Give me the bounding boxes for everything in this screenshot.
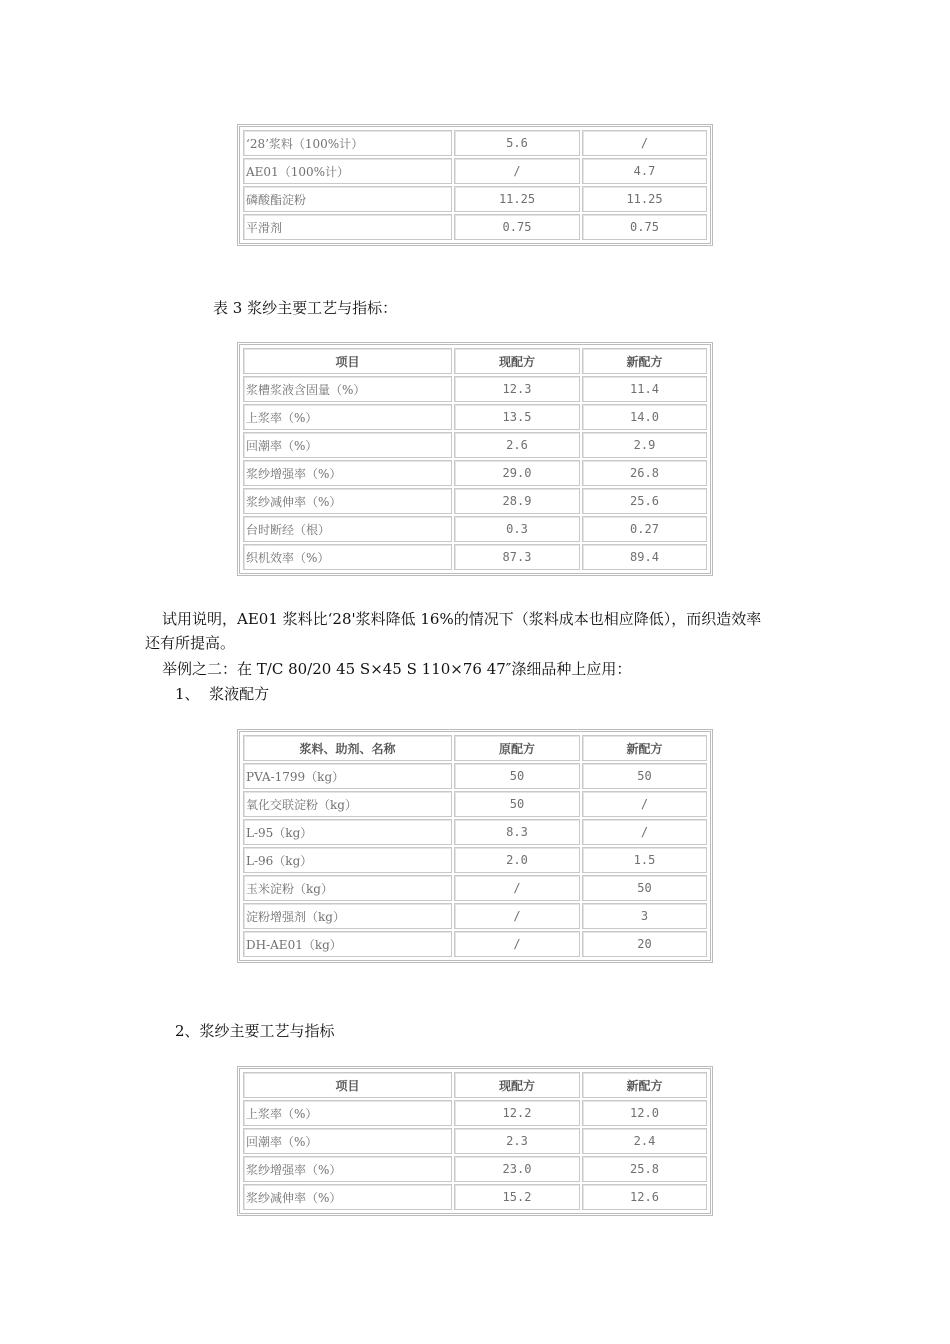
row-label-cell: 磷酸酯淀粉 xyxy=(243,186,452,212)
row-label-cell: 浆纱增强率（%） xyxy=(243,460,452,486)
value-cell: 4.7 xyxy=(582,158,707,184)
table-row xyxy=(243,1184,707,1210)
process-index-table-2 xyxy=(237,1066,713,1216)
table-row xyxy=(243,903,707,929)
row-label-cell: AE01（100%计） xyxy=(243,158,452,184)
row-label-cell: 浆槽浆液含固量（%） xyxy=(243,376,452,402)
value-cell: 26.8 xyxy=(582,460,707,486)
table-row xyxy=(243,460,707,486)
row-label-cell: 玉米淀粉（kg） xyxy=(243,875,452,901)
row-label-cell: 氧化交联淀粉（kg） xyxy=(243,791,452,817)
table-row xyxy=(243,1100,707,1126)
value-cell: 12.6 xyxy=(582,1184,707,1210)
row-label-cell: 浆纱增强率（%） xyxy=(243,1156,452,1182)
row-label-cell: 平滑剂 xyxy=(243,214,452,240)
value-cell: 23.0 xyxy=(454,1156,580,1182)
table-row xyxy=(243,432,707,458)
table-3-caption: 表 3 浆纱主要工艺与指标： xyxy=(213,299,398,317)
table-row xyxy=(243,763,707,789)
table-row xyxy=(243,158,707,184)
value-cell: 2.0 xyxy=(454,847,580,873)
table-row xyxy=(243,186,707,212)
row-label-cell: DH-AE01（kg） xyxy=(243,931,452,957)
value-cell: 0.75 xyxy=(582,214,707,240)
header-new-formula: 新配方 xyxy=(582,348,707,374)
value-cell: 1.5 xyxy=(582,847,707,873)
value-cell: 25.6 xyxy=(582,488,707,514)
section-process-index: 2、浆纱主要工艺与指标 xyxy=(175,1022,335,1040)
slurry-formula-table-body xyxy=(243,763,707,957)
formula-table-1-body xyxy=(243,130,707,240)
value-cell: 50 xyxy=(454,763,580,789)
value-cell: 15.2 xyxy=(454,1184,580,1210)
process-index-table-1-grid xyxy=(241,346,709,572)
value-cell: 0.3 xyxy=(454,516,580,542)
value-cell: 12.2 xyxy=(454,1100,580,1126)
process-index-table-2-grid xyxy=(241,1070,709,1212)
table-header-row xyxy=(243,1072,707,1098)
table-row xyxy=(243,130,707,156)
row-label-cell: 浆纱减伸率（%） xyxy=(243,488,452,514)
header-current-formula: 现配方 xyxy=(454,348,580,374)
value-cell: 50 xyxy=(582,875,707,901)
header-new-formula: 新配方 xyxy=(582,735,707,761)
value-cell: 28.9 xyxy=(454,488,580,514)
table-row xyxy=(243,214,707,240)
header-material-name: 浆料、助剂、名称 xyxy=(243,735,452,761)
table-row xyxy=(243,544,707,570)
value-cell: 2.6 xyxy=(454,432,580,458)
value-cell: 25.8 xyxy=(582,1156,707,1182)
table-row xyxy=(243,488,707,514)
formula-table-1 xyxy=(237,124,713,246)
header-original-formula: 原配方 xyxy=(454,735,580,761)
row-label-cell: 回潮率（%） xyxy=(243,1128,452,1154)
value-cell: 50 xyxy=(582,763,707,789)
row-label-cell: L-96（kg） xyxy=(243,847,452,873)
process-index-table-1 xyxy=(237,342,713,576)
table-row xyxy=(243,1156,707,1182)
value-cell: / xyxy=(582,130,707,156)
row-label-cell: 上浆率（%） xyxy=(243,404,452,430)
table-row xyxy=(243,516,707,542)
slurry-formula-table xyxy=(237,729,713,963)
table-row xyxy=(243,819,707,845)
row-label-cell: ‘28’浆料（100%计） xyxy=(243,130,452,156)
table-header-row xyxy=(243,348,707,374)
table-row xyxy=(243,376,707,402)
row-label-cell: 上浆率（%） xyxy=(243,1100,452,1126)
table-row xyxy=(243,847,707,873)
value-cell: 11.25 xyxy=(454,186,580,212)
value-cell: / xyxy=(454,931,580,957)
value-cell: / xyxy=(454,875,580,901)
value-cell: 20 xyxy=(582,931,707,957)
row-label-cell: 淀粉增强剂（kg） xyxy=(243,903,452,929)
value-cell: 5.6 xyxy=(454,130,580,156)
formula-table-1-grid xyxy=(241,128,709,242)
value-cell: 11.4 xyxy=(582,376,707,402)
value-cell: 14.0 xyxy=(582,404,707,430)
value-cell: 8.3 xyxy=(454,819,580,845)
header-current-formula: 现配方 xyxy=(454,1072,580,1098)
value-cell: 0.75 xyxy=(454,214,580,240)
table-row xyxy=(243,404,707,430)
table-row xyxy=(243,875,707,901)
value-cell: 3 xyxy=(582,903,707,929)
header-new-formula: 新配方 xyxy=(582,1072,707,1098)
trial-note-line-1: 试用说明，AE01 浆料比‘28'浆料降低 16%的情况下（浆料成本也相应降低），而织造效率 xyxy=(162,610,762,628)
table-row xyxy=(243,791,707,817)
value-cell: 2.3 xyxy=(454,1128,580,1154)
row-label-cell: PVA-1799（kg） xyxy=(243,763,452,789)
row-label-cell: 回潮率（%） xyxy=(243,432,452,458)
value-cell: 0.27 xyxy=(582,516,707,542)
slurry-formula-table-grid xyxy=(241,733,709,959)
value-cell: 87.3 xyxy=(454,544,580,570)
value-cell: / xyxy=(582,791,707,817)
header-item: 项目 xyxy=(243,348,452,374)
value-cell: 2.9 xyxy=(582,432,707,458)
value-cell: / xyxy=(454,903,580,929)
trial-note-line-2: 还有所提高。 xyxy=(145,634,236,652)
value-cell: 89.4 xyxy=(582,544,707,570)
example-two-heading: 举例之二：在 T/C 80/20 45 S×45 S 110×76 47″涤细品种上应用： xyxy=(162,660,632,678)
row-label-cell: 台时断经（根） xyxy=(243,516,452,542)
row-label-cell: 浆纱减伸率（%） xyxy=(243,1184,452,1210)
value-cell: 11.25 xyxy=(582,186,707,212)
value-cell: 29.0 xyxy=(454,460,580,486)
row-label-cell: 织机效率（%） xyxy=(243,544,452,570)
section-slurry-formula: 1、 浆液配方 xyxy=(175,685,270,703)
value-cell: / xyxy=(454,158,580,184)
table-row xyxy=(243,931,707,957)
table-header-row xyxy=(243,735,707,761)
value-cell: 2.4 xyxy=(582,1128,707,1154)
row-label-cell: L-95（kg） xyxy=(243,819,452,845)
value-cell: 12.3 xyxy=(454,376,580,402)
header-item: 项目 xyxy=(243,1072,452,1098)
process-index-table-2-body xyxy=(243,1100,707,1210)
process-index-table-1-body xyxy=(243,376,707,570)
value-cell: / xyxy=(582,819,707,845)
value-cell: 50 xyxy=(454,791,580,817)
value-cell: 12.0 xyxy=(582,1100,707,1126)
value-cell: 13.5 xyxy=(454,404,580,430)
table-row xyxy=(243,1128,707,1154)
